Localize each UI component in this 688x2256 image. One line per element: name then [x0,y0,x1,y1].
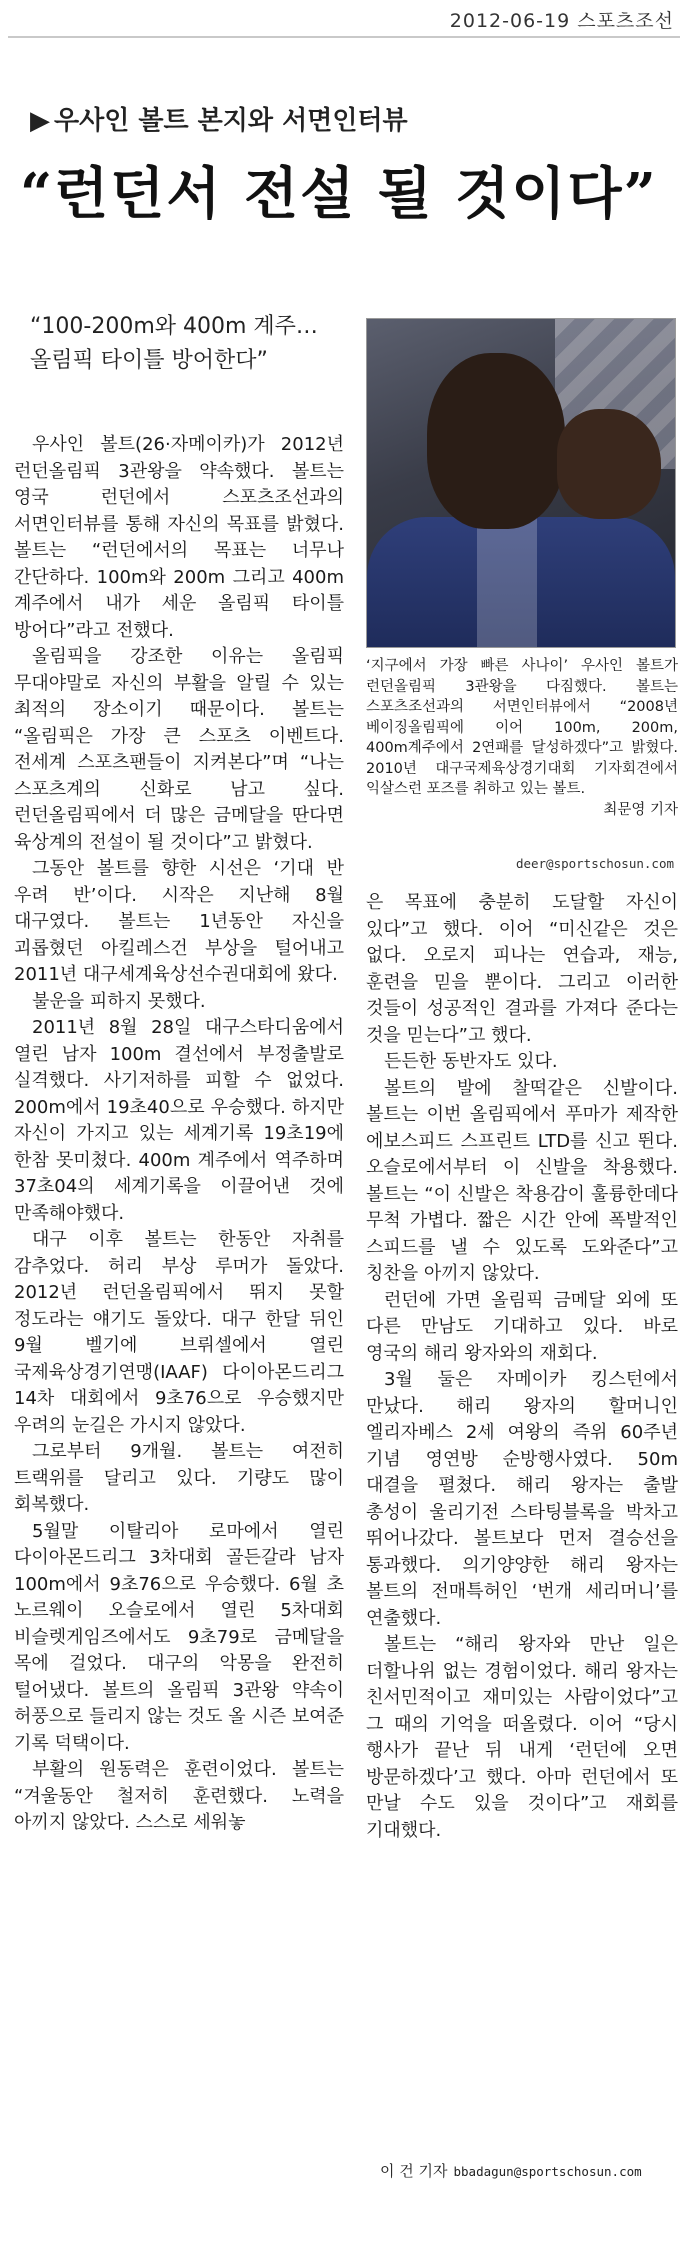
paragraph: 든든한 동반자도 있다. [384,1051,558,1072]
photo-usain-bolt [366,318,676,648]
paragraph: 볼트의 발에 찰떡같은 신발이다. 볼트는 이번 올림픽에서 푸마가 제작한 에보스피드 스프린트 LTD를 신고 뛴다. 오슬로에서부터 이 신발을 착용했다. 볼트는 “이 신발은 착용감이 훌륭한데다 무척 가볍다. 짧은 시간 안에 폭발적인 스피드를 낼 수 있도록 도와준다”고 칭찬을 아끼지 않았다. [366,1077,678,1284]
paragraph: 올림픽을 강조한 이유는 올림픽 무대야말로 자신의 부활을 알릴 수 있는 최적의 장소이기 때문이다. 볼트는 “올림픽은 가장 큰 스포츠 이벤트다. 전세계 스포츠팬들이 지켜본다”며 “나는 스포츠계의 신화로 남고 싶다. 런던올림픽에서 더 많은 금메달을 딴다면 육상계의 전설이 될 것이다”고 밝혔다. [14,646,344,853]
byline-email: bbadagun@sportschosun.com [453,2164,642,2179]
photo-zip-stripe [477,517,537,647]
triangle-marker-icon: ▶ [30,106,50,136]
paragraph: 그로부터 9개월. 볼트는 여전히 트랙위를 달리고 있다. 기량도 많이 회복했다. [14,1441,344,1515]
paragraph: 런던에 가면 올림픽 금메달 외에 또 다른 만남도 기대하고 있다. 바로 영국의 해리 왕자와의 재회다. [366,1289,678,1364]
paragraph: 2011년 8월 28일 대구스타디움에서 열린 남자 100m 결선에서 부정출발로 실격했다. 사기저하를 피할 수 없었다. 200m에서 19초40으로 우승했다. 하지만 자신이 가지고 있는 세계기록 19초19에 한참 못미쳤다. 400m 계주에서 역주하며 37초04의 세계기록을 이끌어낸 것에 만족해야했다. [14,1017,344,1224]
paragraph: 불운을 피하지 못했다. [32,990,206,1012]
paragraph: 5월말 이탈리아 로마에서 열린 다이아몬드리그 3차대회 골든갈라 남자 100m에서 9초76으로 우승했다. 6월 초 노르웨이 오슬로에서 열린 5차대회 비슬렛게임즈에서도 9초79로 금메달을 목에 걸었다. 대구의 악몽을 완전히 털어냈다. 볼트의 올림픽 3관왕 약속이 허풍으로 들리지 않는 것도 올 시즌 보여준 기록 덕택이다. [14,1520,344,1754]
paragraph: 그동안 볼트를 향한 시선은 ‘기대 반 우려 반’이다. 시작은 지난해 8월 대구였다. 볼트는 1년동안 자신을 괴롭혔던 아킬레스건 부상을 털어내고 2011년 대구세계육상선수권대회에 왔다. [14,858,344,985]
byline-reporter: 이 건 기자 [380,2162,448,2180]
paragraph: 부활의 원동력은 훈련이었다. 볼트는 “겨울동안 철저히 훈련했다. 노력을 아끼지 않았다. 스스로 세워놓 [14,1759,344,1833]
subhead-line: 올림픽 타이틀 방어한다” [30,348,268,373]
paragraph: 볼트는 “해리 왕자와 만난 일은 더할나위 없는 경험이었다. 해리 왕자는 친서민적이고 재미있는 사람이었다”고 그 때의 기억을 떠올렸다. 이어 “당시 행사가 끝난 뒤 내게 ‘런던에 오면 방문하겠다’고 했다. 아마 런던에서 또 만날 수도 있을 것이다”고 재회를 기대했다. [366,1634,678,1841]
caption-text: ‘지구에서 가장 빠른 사나이’ 우사인 볼트가 런던올림픽 3관왕을 다짐했다. 볼트는 스포츠조선과의 서면인터뷰에서 “2008년 베이징올림픽에 이어 100m, 200m, 400m계주에서 2연패를 달성하겠다”고 밝혔다. 2010년 대구국제육상경기대회 기자회견에서 익살스런 포즈를 취하고 있는 볼트. [366,658,678,797]
subhead [30,310,350,378]
photo-caption [366,656,678,820]
article-column-left [14,432,344,1837]
paragraph: 은 목표에 충분히 도달할 자신이 있다”고 했다. 이어 “미신같은 것은 없다. 오로지 피나는 연습과, 재능, 훈련을 믿을 뿐이다. 그리고 이러한 것들이 성공적인 결과를 가져다 준다는 것을 믿는다”고 했다. [366,892,678,1046]
photo-head [427,353,565,529]
headline: “런던서 전설 될 것이다” [20,161,658,227]
header-rule [8,36,680,38]
photo-hand [557,409,661,519]
subhead-line: “100-200m와 400m 계주… [30,314,318,339]
article-column-right [366,890,678,1844]
dateline: 2012-06-19 스포츠조선 [449,10,674,32]
kicker [30,100,408,137]
byline [380,2160,680,2181]
paragraph: 대구 이후 볼트는 한동안 자취를 감추었다. 허리 부상 루머가 돌았다. 2012년 런던올림픽에서 뛰지 못할 정도라는 얘기도 돌았다. 대구 한달 뒤인 9월 벨기에 브뤼셀에서 열린 국제육상경기연맹(IAAF) 다이아몬드리그 14차 대회에서 9초76으로 우승했지만 우려의 눈길은 가시지 않았다. [14,1229,344,1436]
photo-email: deer@sportschosun.com [515,856,674,871]
photo-credit: 최문영 기자 [603,801,678,818]
paragraph: 우사인 볼트(26·자메이카)가 2012년 런던올림픽 3관왕을 약속했다. 볼트는 영국 런던에서 스포츠조선과의 서면인터뷰를 통해 자신의 목표를 밝혔다. 볼트는 “런던에서의 목표는 너무나 간단하다. 100m와 200m 그리고 400m 계주에서 내가 세운 올림픽 타이틀 방어다”라고 전했다. [14,434,344,641]
kicker-text: 우사인 볼트 본지와 서면인터뷰 [54,106,408,136]
paragraph: 3월 둘은 자메이카 킹스턴에서 만났다. 해리 왕자의 할머니인 엘리자베스 2세 여왕의 즉위 60주년 기념 영연방 순방행사였다. 50m 대결을 펼쳤다. 해리 왕자는 출발 총성이 울리기전 스타팅블록을 박차고 뛰어나갔다. 볼트보다 먼저 결승선을 통과했다. 의기양양한 해리 왕자는 볼트의 전매특허인 ‘번개 세리머니’를 연출했다. [366,1369,678,1629]
